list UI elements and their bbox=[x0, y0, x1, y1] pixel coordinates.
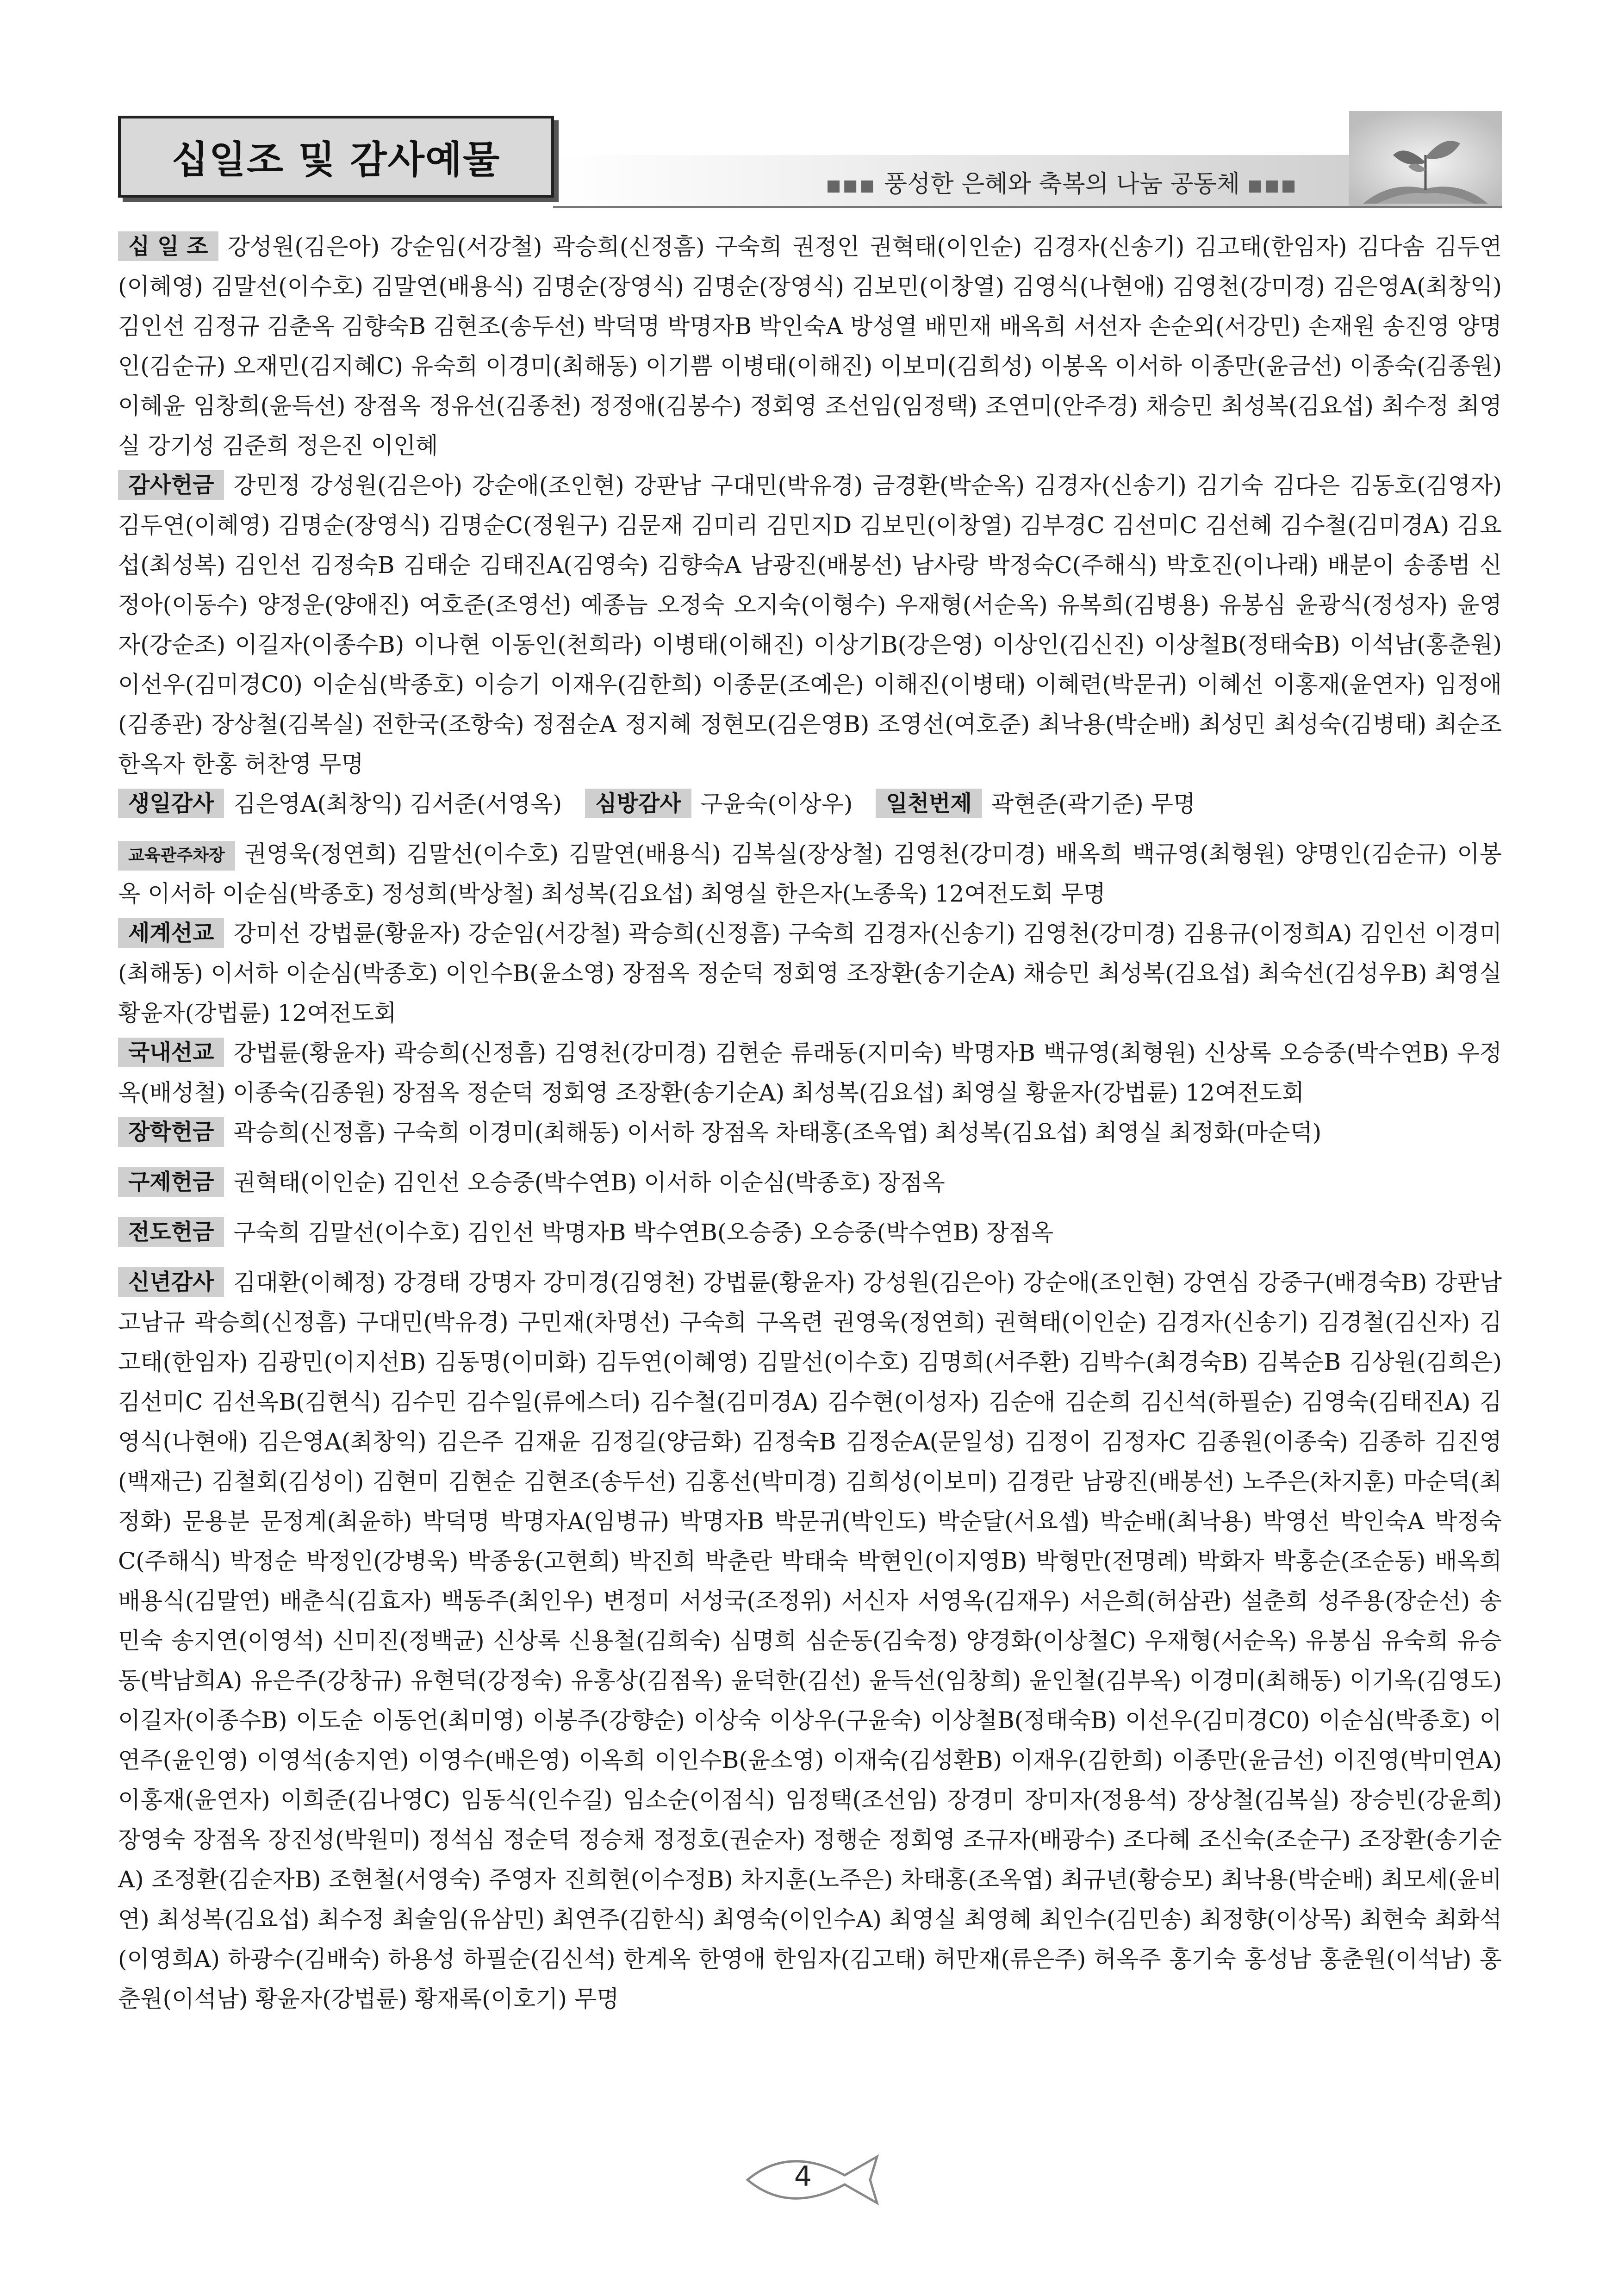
dots-left-icon: ■■■ bbox=[826, 176, 877, 195]
page-header bbox=[118, 111, 1502, 208]
section-names: 김대환(이혜정) 강경태 강명자 강미경(김영천) 강법륜(황윤자) 강성원(김은아) 강순애(조인현) 강연심 강중구(배경숙B) 강판남 고남규 곽승희(신정흠) 구대민(박유경) 구민재(차명선) 구숙희 구옥련 권영욱(정연희) 권혁태(이인순) 김경자(신송기) 김경철(김신자) 김고태(한임자) 김광민(이지선B) 김동명(이미화) 김두연(이혜영) 김말선(이수호) 김명희(서주환) 김박수(최경숙B) 김복순B 김상원(김희은) 김선미C 김선옥B(김현식) 김수민 김수일(류에스더) 김수철(김미경A) 김수현(이성자) 김순애 김순희 김신석(하필순) 김영숙(김태진A) 김영식(나현애) 김은영A(최창익) 김은주 김재윤 김정길(양금화) 김정숙B 김정순A(문일성) 김정이 김정자C 김종원(이종숙) 김종하 김진영(백재근) 김철회(김성이) 김현미 김현순 김현조(송두선) 김홍선(박미경) 김희성(이보미) 김경란 남광진(배봉선) 노주은(차지훈) 마순덕(최정화) 문용분 문정계(최윤하) 박덕명 박명자A(임병규) 박명자B 박문귀(박인도) 박순달(서요셉) 박순배(최낙용) 박영선 박인숙A 박정숙C(주해식) 박정순 박정인(강병욱) 박종웅(고현희) 박진희 박춘란 박태숙 박현인(이지영B) 박형만(전명례) 박화자 박홍순(조순동) 배옥희 배용식(김말연) 배춘식(김효자) 백동주(최인우) 변정미 서성국(조정위) 서신자 서영옥(김재우) 서은희(허삼관) 설춘희 성주용(장순선) 송민숙 송지연(이영석) 신미진(정백균) 신상록 신용철(김희숙) 심명희 심순동(김숙정) 양경화(이상철C) 우재형(서순옥) 유봉심 유숙희 유승동(박남희A) 유은주(강창규) 유현덕(강정숙) 유홍상(김점옥) 윤덕한(김선) 윤득선(임창희) 윤인철(김부옥) 이경미(최해동) 이기옥(김영도) 이길자(이종수B) 이도순 이동언(최미영) 이봉주(강향순) 이상숙 이상우(구윤숙) 이상철B(정태숙B) 이선우(김미경C0) 이순심(박종호) 이연주(윤인영) 이영석(송지연) 이영수(배은영) 이옥희 이인수B(윤소영) 이재숙(김성환B) 이재우(김한희) 이종만(윤금선) 이진영(박미연A) 이홍재(윤연자) 이희준(김나영C) 임동식(인수길) 임소순(이점식) 임정택(조선임) 장경미 장미자(정용석) 장상철(김복실) 장승빈(강윤희) 장영숙 장점옥 장진성(박원미) 정석심 정순덕 정승채 정정호(권순자) 정행순 정회영 조규자(배광수) 조다혜 조신숙(조순구) 조장환(송기순A) 조정환(김순자B) 조현철(서영숙) 주영자 진희현(이수정B) 차지훈(노주은) 차태홍(조옥엽) 최규년(황승모) 최낙용(박순배) 최모세(윤비연) 최성복(김요섭) 최수정 최술임(유삼민) 최연주(김한식) 최영숙(이인수A) 최영실 최영혜 최인수(김민송) 최정향(이상목) 최현숙 최화석(이영희A) 하광수(김배숙) 하용성 하필순(김신석) 한계옥 한영애 한임자(김고태) 허만재(류은주) 허옥주 홍기숙 홍성남 홍춘원(이석남) 홍춘원(이석남) 황윤자(강법륜) 황재록(이호기) 무명 bbox=[118, 1269, 1502, 2012]
section-evangelism bbox=[118, 1213, 1502, 1252]
sprout-hands-icon bbox=[1349, 111, 1502, 206]
section-thanks bbox=[118, 466, 1502, 784]
section-label: 감사헌금 bbox=[118, 470, 224, 500]
section-label: 국내선교 bbox=[118, 1038, 224, 1067]
section-label: 생일감사 bbox=[118, 789, 224, 818]
section-names: 김은영A(최창익) 김서준(서영옥) bbox=[233, 790, 562, 817]
page-number: 4 bbox=[794, 2160, 812, 2193]
section-names: 강법륜(황윤자) 곽승희(신정흠) 김영천(강미경) 김현순 류래동(지미숙) 박명자B 백규영(최형원) 신상록 오승중(박수연B) 우정옥(배성철) 이종숙(김종원) 장점옥 정순덕 정회영 조장환(송기순A) 최성복(김요섭) 최영실 황윤자(강법륜) 12여전도회 bbox=[118, 1039, 1502, 1106]
section-names: 곽승희(신정흠) 구숙희 이경미(최해동) 이서하 장점옥 차태홍(조옥엽) 최성복(김요섭) 최영실 최정화(마순덕) bbox=[233, 1119, 1322, 1146]
section-scholarship bbox=[118, 1113, 1502, 1152]
section-domestic-mission bbox=[118, 1033, 1502, 1113]
dots-right-icon: ■■■ bbox=[1247, 176, 1298, 195]
section-label: 일천번제 bbox=[876, 789, 982, 818]
section-names: 권혁태(이인순) 김인선 오승중(박수연B) 이서하 이순심(박종호) 장점옥 bbox=[233, 1169, 945, 1196]
section-names: 강민정 강성원(김은아) 강순애(조인현) 강판남 구대민(박유경) 금경환(박순옥) 김경자(신송기) 김기숙 김다은 김동호(김영자) 김두연(이혜영) 김명순(장영식) 김명순C(정원구) 김문재 김미리 김민지D 김보민(이창열) 김부경C 김선미C 김선혜 김수철(김미경A) 김요섭(최성복) 김인선 김정숙B 김태순 김태진A(김영숙) 김향숙A 남광진(배봉선) 남사랑 박정숙C(주해식) 박호진(이나래) 배분이 송종범 신정아(이동수) 양정운(양애진) 여호준(조영선) 예종늠 오정숙 오지숙(이형수) 우재형(서순옥) 유복희(김병용) 유봉심 윤광식(정성자) 윤영자(강순조) 이길자(이종수B) 이나현 이동인(천희라) 이병태(이해진) 이상기B(강은영) 이상인(김신진) 이상철B(정태숙B) 이석남(홍춘원) 이선우(김미경C0) 이순심(박종호) 이승기 이재우(김한희) 이종문(조예은) 이해진(이병태) 이혜련(박문귀) 이혜선 이홍재(윤연자) 임정애(김종관) 장상철(김복실) 전한국(조항숙) 정점순A 정지혜 정현모(김은영B) 조영선(여호준) 최낙용(박순배) 최성민 최성숙(김병태) 최순조 한옥자 한홍 허찬영 무명 bbox=[118, 472, 1502, 778]
section-new-year bbox=[118, 1263, 1502, 2019]
section-label: 신년감사 bbox=[118, 1267, 224, 1297]
section-names: 권영욱(정연희) 김말선(이수호) 김말연(배용식) 김복실(장상철) 김영천(강미경) 배옥희 백규영(최형원) 양명인(김순규) 이봉옥 이서하 이순심(박종호) 정성희(박상철) 최성복(김요섭) 최영실 한은자(노종욱) 12여전도회 무명 bbox=[118, 840, 1502, 907]
section-names: 구숙희 김말선(이수호) 김인선 박명자B 박수연B(오승중) 오승중(박수연B) 장점옥 bbox=[233, 1219, 1054, 1246]
section-label: 세계선교 bbox=[118, 918, 224, 948]
section-label: 교육관주차장 bbox=[118, 841, 235, 871]
section-names: 곽현준(곽기준) 무명 bbox=[991, 790, 1196, 817]
section-label: 전도헌금 bbox=[118, 1217, 224, 1247]
section-names: 구윤숙(이상우) bbox=[700, 790, 853, 817]
section-relief bbox=[118, 1163, 1502, 1202]
section-label: 장학헌금 bbox=[118, 1117, 224, 1147]
page-footer bbox=[738, 2147, 886, 2212]
section-names: 강미선 강법륜(황윤자) 강순임(서강철) 곽승희(신정흠) 구숙희 김경자(신송기) 김영천(강미경) 김용규(이정희A) 김인선 이경미(최해동) 이서하 이순심(박종호) 이인수B(윤소영) 장점옥 정순덕 정회영 조장환(송기순A) 채승민 최성복(김요섭) 최숙선(김성우B) 최영실 황윤자(강법륜) 12여전도회 bbox=[118, 920, 1502, 1027]
section-label: 십 일 조 bbox=[118, 231, 218, 261]
section-label: 심방감사 bbox=[585, 789, 691, 818]
section-edu-parking bbox=[118, 834, 1502, 914]
subtitle-line bbox=[826, 164, 1298, 199]
section-tithe bbox=[118, 227, 1502, 466]
section-birthday-visit-ilcheon bbox=[118, 784, 1502, 824]
subtitle-text: 풍성한 은혜와 축복의 나눔 공동체 bbox=[884, 170, 1240, 198]
page-title: 십일조 및 감사예물 bbox=[118, 116, 554, 198]
section-world-mission bbox=[118, 914, 1502, 1033]
section-label: 구제헌금 bbox=[118, 1167, 224, 1197]
section-names: 강성원(김은아) 강순임(서강철) 곽승희(신정흠) 구숙희 권정인 권혁태(이인순) 김경자(신송기) 김고태(한임자) 김다솜 김두연(이혜영) 김말선(이수호) 김말연(배용식) 김명순(장영식) 김명순(장영식) 김보민(이창열) 김영식(나현애) 김영천(강미경) 김은영A(최창익) 김인선 김정규 김춘옥 김향숙B 김현조(송두선) 박덕명 박명자B 박인숙A 방성열 배민재 배옥희 서선자 손순외(서강민) 손재원 송진영 양명인(김순규) 오재민(김지혜C) 유숙희 이경미(최해동) 이기쁨 이병태(이해진) 이보미(김희성) 이봉옥 이서하 이종만(윤금선) 이종숙(김종원) 이혜윤 임창희(윤득선) 장점옥 정유선(김종천) 정정애(김봉수) 정회영 조선임(임정택) 조연미(안주경) 채승민 최성복(김요섭) 최수정 최영실 강기성 김준희 정은진 이인혜 bbox=[118, 233, 1502, 459]
offering-list bbox=[118, 227, 1502, 2019]
